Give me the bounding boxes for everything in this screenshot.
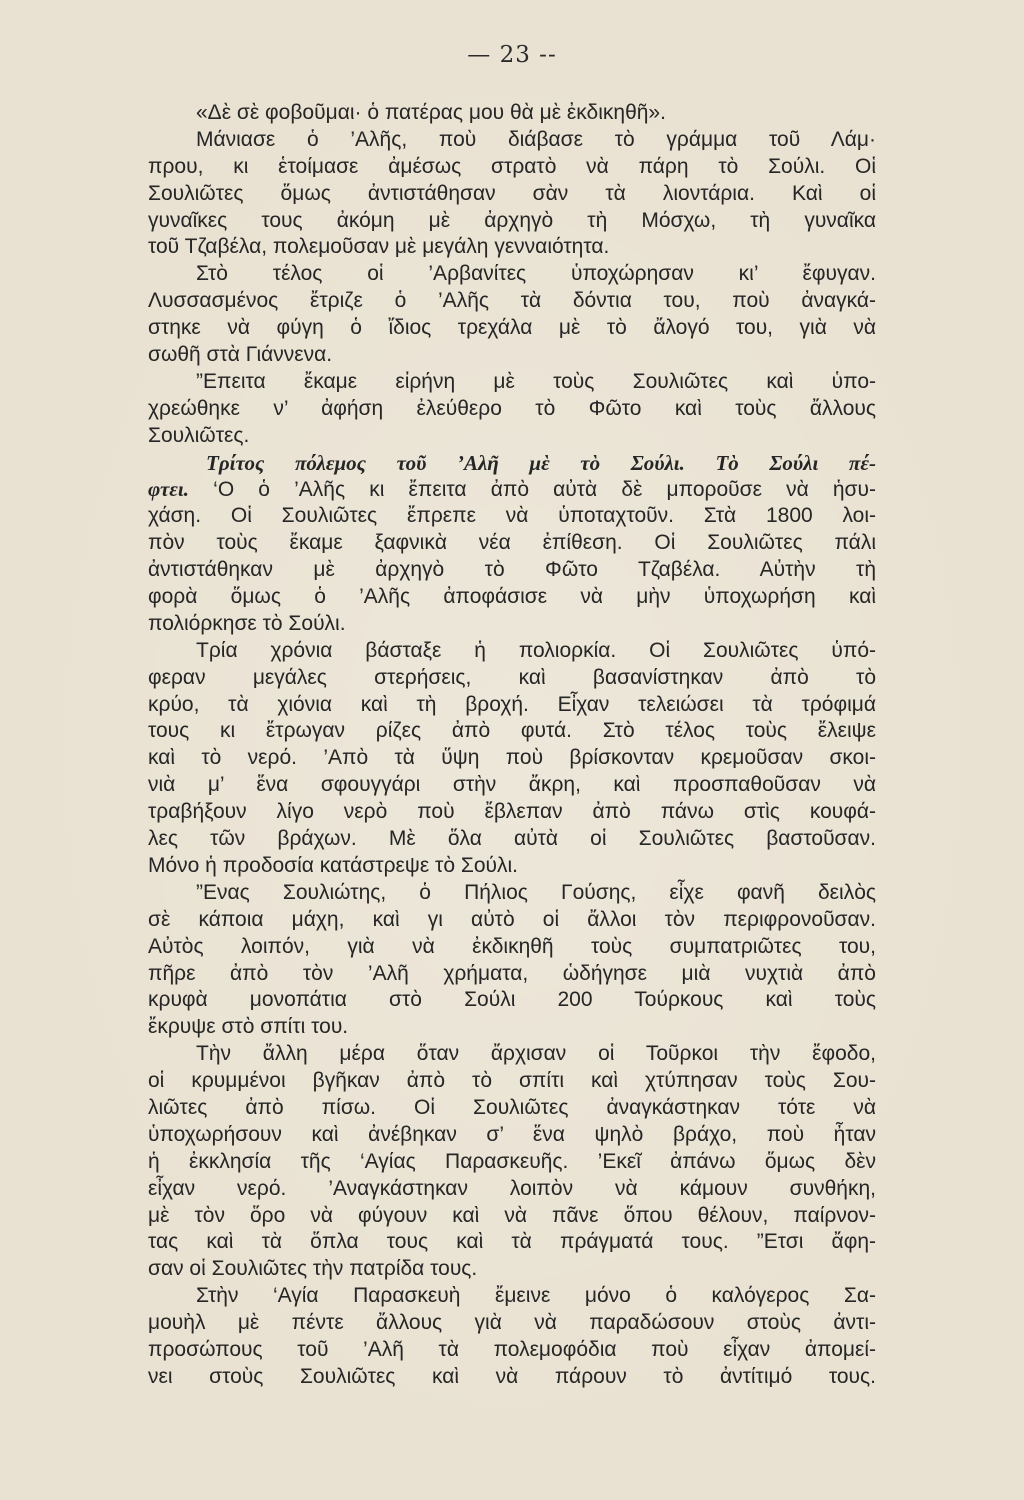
text-line: Λυσσασμένος ἔτριζε ὁ ’Αλῆς τὰ δόντια του, ποὺ ἀναγκά- [148,289,876,313]
text-line: πὸν τοὺς ἔκαμε ξαφνικὰ νέα ἐπίθεση. Οἱ Σουλιῶτες πάλι [148,531,876,555]
text-line: πῆρε ἀπὸ τὸν ’Αλῆ χρήματα, ὡδήγησε μιὰ νυχτιὰ ἀπὸ [148,961,876,985]
text-line: σαν οἱ Σουλιῶτες τὴν πατρίδα τους. [148,1257,478,1281]
body-text [148,100,876,1391]
text-line: ἔκρυψε στὸ σπίτι του. [148,1015,349,1039]
section-heading [148,450,876,477]
section-heading-continuation: φτει. [148,477,190,502]
text-line: ἡ ἐκκλησία τῆς ‘Αγίας Παρασκευῆς. ’Εκεῖ ἀπάνω ὅμως δὲν [148,1149,876,1173]
text-line: Αὐτὸς λοιπόν, γιὰ νὰ ἐκδικηθῆ τοὺς συμπατριῶτες του, [148,934,876,958]
text-line: νει στοὺς Σουλιῶτες καὶ νὰ πάρουν τὸ ἀντίτιμό τους. [148,1364,876,1388]
text-line: σὲ κάποια μάχη, καὶ γι αὐτὸ οἱ ἄλλοι τὸν περιφρονοῦσαν. [148,907,876,931]
text-line: Τὴν ἄλλη μέρα ὅταν ἄρχισαν οἱ Τοῦρκοι τὴν ἔφοδο, [196,1042,876,1066]
text-line: Μόνο ἡ προδοσία κατάστρεψε τὸ Σούλι. [148,853,518,877]
text-line: κρυφὰ μονοπάτια στὸ Σούλι 200 Τούρκους καὶ τοὺς [148,988,876,1012]
text-line: μουὴλ μὲ πέντε ἄλλους γιὰ νὰ παραδώσουν στοὺς ἀντι- [148,1311,876,1335]
text-line: τραβήξουν λίγο νερὸ ποὺ ἔβλεπαν ἀπὸ πάνω στὶς κουφά- [148,800,876,824]
text-line: Στὴν ‘Αγία Παρασκευὴ ἔμεινε μόνο ὁ καλόγερος Σα- [196,1284,876,1308]
text-line: στηκε νὰ φύγη ὁ ἴδιος τρεχάλα μὲ τὸ ἄλογό του, γιὰ νὰ [148,316,876,340]
text-line: τους κι ἔτρωγαν ρίζες ἀπὸ φυτά. Στὸ τέλος τοὺς ἔλειψε [148,719,876,743]
heading-trailing-text: ‘Ο [189,478,235,502]
text-line: νιὰ μ’ ἕνα σφουγγάρι στὴν ἄκρη, καὶ προσπαθοῦσαν νὰ [148,773,876,797]
text-line: ”Επειτα ἔκαμε εἰρήνη μὲ τοὺς Σουλιῶτες καὶ ὑπο- [196,369,876,393]
text-line: μὲ τὸν ὅρο νὰ φύγουν καὶ νὰ πᾶνε ὅπου θέλουν, παίρνον- [148,1203,876,1227]
text-line [148,476,876,503]
text-line: πολιόρκησε τὸ Σούλι. [148,611,346,635]
text-line: οἱ κρυμμένοι βγῆκαν ἀπὸ τὸ σπίτι καὶ χτύπησαν τοὺς Σου- [148,1069,876,1093]
text-line: λιῶτες ἀπὸ πίσω. Οἱ Σουλιῶτες ἀναγκάστηκαν τότε νὰ [148,1095,876,1119]
text-line: Σουλιῶτες ὅμως ἀντιστάθησαν σὰν τὰ λιοντάρια. Καὶ οἱ [148,181,876,205]
text-line: καὶ τὸ νερό. ’Απὸ τὰ ὕψη ποὺ βρίσκονταν κρεμοῦσαν σκοι- [148,746,876,770]
text-line: λες τῶν βράχων. Μὲ ὅλα αὐτὰ οἱ Σουλιῶτες βαστοῦσαν. [148,827,876,851]
text-line: προσώπους τοῦ ’Αλῆ τὰ πολεμοφόδια ποὺ εἶχαν ἀπομεί- [148,1337,876,1361]
text-line: σωθῆ στὰ Γιάννενα. [148,343,333,367]
text-line: κρύο, τὰ χιόνια καὶ τὴ βροχή. Εἶχαν τελειώσει τὰ τρόφιμά [148,692,876,716]
text-line: τας καὶ τὰ ὅπλα τους καὶ τὰ πράγματά τους. ”Ετσι ἄφη- [148,1230,876,1254]
text-line: εἶχαν νερό. ’Αναγκάστηκαν λοιπὸν νὰ κάμουν συνθήκη, [148,1176,876,1200]
text-line: τοῦ Τζαβέλα, πολεμοῦσαν μὲ μεγάλη γενναιότητα. [148,235,610,259]
text-line: φορὰ ὅμως ὁ ’Αλῆς ἀποφάσισε νὰ μὴν ὑποχωρήση καὶ [148,585,876,609]
text-line: Τρία χρόνια βάσταξε ἡ πολιορκία. Οἱ Σουλιῶτες ὑπό- [196,638,876,662]
text-line: «Δὲ σὲ φοβοῦμαι· ὁ πατέρας μου θὰ μὲ ἐκδικηθῆ». [196,101,666,124]
text-line: πρου, κι ἑτοίμασε ἀμέσως στρατὸ νὰ πάρη τὸ Σούλι. Οἱ [148,154,876,178]
text-line: φεραν μεγάλες στερήσεις, καὶ βασανίστηκαν ἀπὸ τὸ [148,665,876,689]
text-line: χρεώθηκε ν’ ἀφήση ἐλεύθερο τὸ Φῶτο καὶ τοὺς ἄλλους [148,396,876,420]
section-heading-text: Τρίτος πόλεμος τοῦ ’Αλῆ μὲ τὸ Σούλι. Τὸ Σούλι πέ- [206,450,876,475]
text-line: ”Ενας Σουλιώτης, ὁ Πήλιος Γούσης, εἶχε φανῆ δειλὸς [196,880,876,904]
page-number: — 23 -- [467,42,557,68]
text-line-continuation: ὁ ’Αλῆς κι ἔπειτα ἀπὸ αὐτὰ δὲ μποροῦσε νὰ ἡσυ- [258,478,876,502]
text-line: Μάνιασε ὁ ’Αλῆς, ποὺ διάβασε τὸ γράμμα τοῦ Λάμ· [196,127,876,151]
text-line: ὑποχωρήσουν καὶ ἀνέβηκαν σ’ ἕνα ψηλὸ βράχο, ποὺ ἦταν [148,1122,876,1146]
text-line: χάση. Οἱ Σουλιῶτες ἔπρεπε νὰ ὑποταχτοῦν. Στὰ 1800 λοι- [148,504,876,528]
text-line: Στὸ τέλος οἱ ’Αρβανίτες ὑποχώρησαν κι’ ἔφυγαν. [196,262,876,286]
text-line: ἀντιστάθηκαν μὲ ἀρχηγὸ τὸ Φῶτο Τζαβέλα. Αὐτὴν τὴ [148,558,876,582]
text-line: γυναῖκες τους ἀκόμη μὲ ἀρχηγὸ τὴ Μόσχω, τὴ γυναῖκα [148,208,876,232]
text-line: Σουλιῶτες. [148,423,250,447]
